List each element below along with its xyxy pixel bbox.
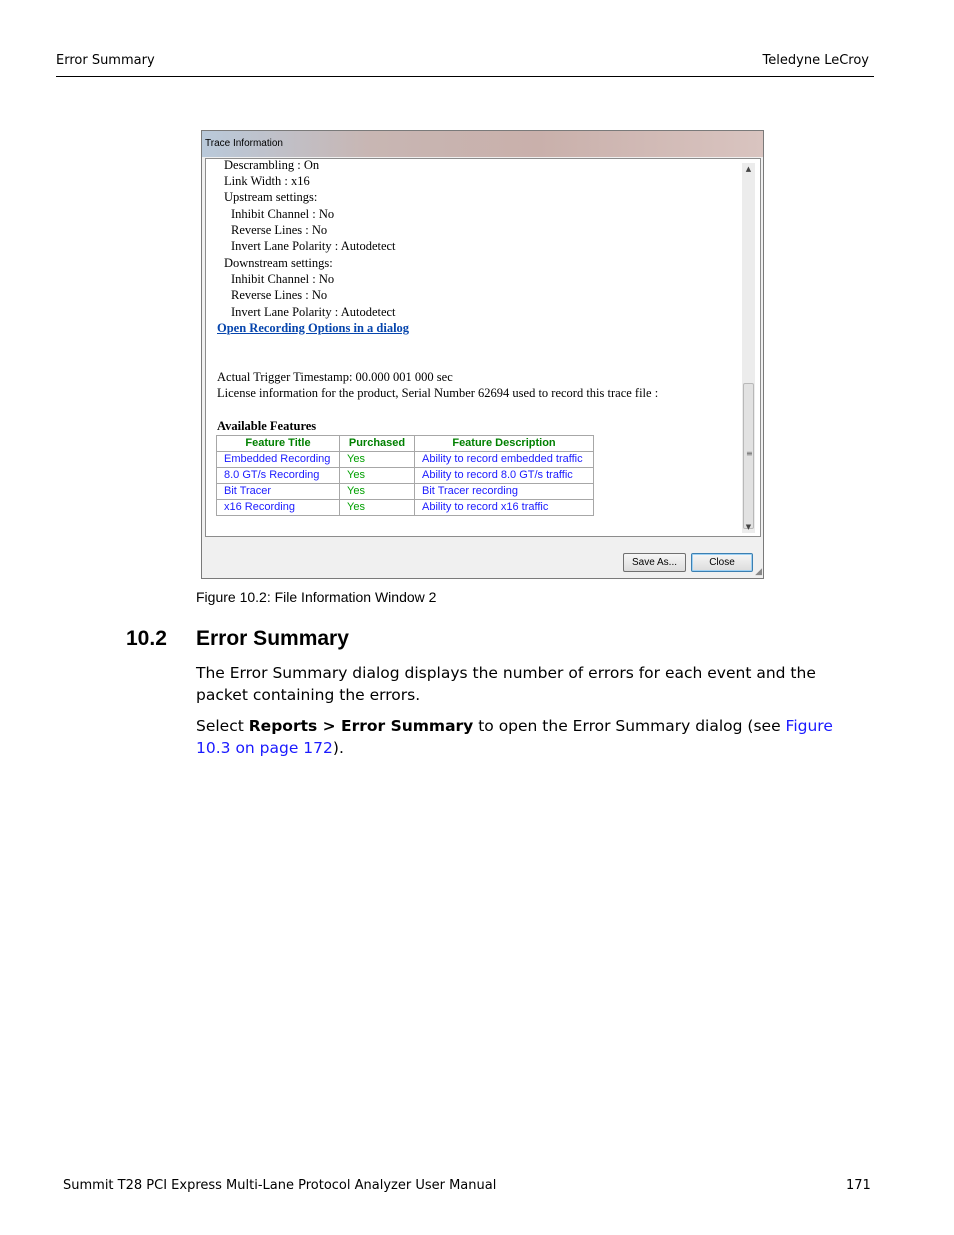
info-line-up-inhibit: Inhibit Channel : No <box>231 207 335 221</box>
window-title: Trace Information <box>205 138 283 149</box>
column-header-feature-description: Feature Description <box>415 436 594 452</box>
table-row <box>217 500 594 516</box>
window-titlebar[interactable] <box>202 131 763 157</box>
paragraph-description: The Error Summary dialog displays the number of errors for each event and the packet containing the errors. <box>196 664 816 704</box>
figure-cross-reference-link[interactable]: Figure 10.3 on page 172 <box>196 717 833 757</box>
grip-lines-icon: ≡ <box>746 449 753 458</box>
footer-manual-title: Summit T28 PCI Express Multi-Lane Protocol Analyzer User Manual <box>63 1178 497 1193</box>
purchased-cell: Yes <box>340 468 415 484</box>
scroll-up-arrow-icon[interactable]: ▲ <box>745 165 752 173</box>
info-line-downstream: Downstream settings: <box>224 256 333 270</box>
feature-title-cell: 8.0 GT/s Recording <box>217 468 340 484</box>
trigger-timestamp: Actual Trigger Timestamp: 00.000 001 000 sec <box>217 370 453 384</box>
info-line-up-reverse: Reverse Lines : No <box>231 223 328 237</box>
instruction-suffix: ). <box>332 739 344 757</box>
features-table <box>216 435 594 516</box>
feature-title-cell: Embedded Recording <box>217 452 340 468</box>
paragraph-instructions <box>196 715 866 759</box>
info-line-down-reverse: Reverse Lines : No <box>231 288 328 302</box>
table-row <box>217 484 594 500</box>
info-line-descrambling: Descrambling : On <box>224 158 320 172</box>
info-line-down-inhibit: Inhibit Channel : No <box>231 272 335 286</box>
header-rule <box>56 76 874 77</box>
purchased-cell: Yes <box>340 452 415 468</box>
info-line-link-width: Link Width : x16 <box>224 174 310 188</box>
scroll-thumb[interactable] <box>743 383 754 529</box>
trace-information-window <box>201 130 764 579</box>
resize-grip-icon[interactable]: ◢ <box>755 567 762 577</box>
info-line-down-polarity: Invert Lane Polarity : Autodetect <box>231 305 396 319</box>
table-header-row <box>217 436 594 452</box>
purchased-cell: Yes <box>340 484 415 500</box>
menu-path: Reports > Error Summary <box>248 717 474 735</box>
open-recording-options-link[interactable]: Open Recording Options in a dialog <box>217 321 410 335</box>
feature-description-cell: Ability to record x16 traffic <box>415 500 594 516</box>
feature-title-cell: x16 Recording <box>217 500 340 516</box>
save-as-button[interactable]: Save As... <box>623 553 686 572</box>
column-header-purchased: Purchased <box>340 436 415 452</box>
available-features-heading: Available Features <box>217 419 317 433</box>
section-number: 10.2 <box>126 627 167 650</box>
footer-page-number: 171 <box>846 1178 871 1193</box>
feature-description-cell: Ability to record embedded traffic <box>415 452 594 468</box>
window-button-bar <box>205 539 760 577</box>
info-line-up-polarity: Invert Lane Polarity : Autodetect <box>231 239 396 253</box>
table-row <box>217 468 594 484</box>
license-info: License information for the product, Serial Number 62694 used to record this trace file : <box>217 386 659 400</box>
instruction-prefix: Select <box>196 717 249 735</box>
info-line-upstream: Upstream settings: <box>224 190 318 204</box>
column-header-feature-title: Feature Title <box>217 436 340 452</box>
section-title: Error Summary <box>196 627 349 650</box>
instruction-middle: to open the Error Summary dialog (see <box>473 717 786 735</box>
running-header-section: Error Summary <box>56 53 155 68</box>
trace-info-content <box>205 158 761 537</box>
feature-description-cell: Bit Tracer recording <box>415 484 594 500</box>
vertical-scrollbar[interactable] <box>742 163 755 533</box>
running-header-company: Teledyne LeCroy <box>762 53 869 68</box>
figure-caption: Figure 10.2: File Information Window 2 <box>196 589 437 605</box>
close-button[interactable]: Close <box>691 553 753 572</box>
feature-title-cell: Bit Tracer <box>217 484 340 500</box>
purchased-cell: Yes <box>340 500 415 516</box>
scroll-down-arrow-icon[interactable]: ▼ <box>745 523 752 531</box>
feature-description-cell: Ability to record 8.0 GT/s traffic <box>415 468 594 484</box>
table-row <box>217 452 594 468</box>
